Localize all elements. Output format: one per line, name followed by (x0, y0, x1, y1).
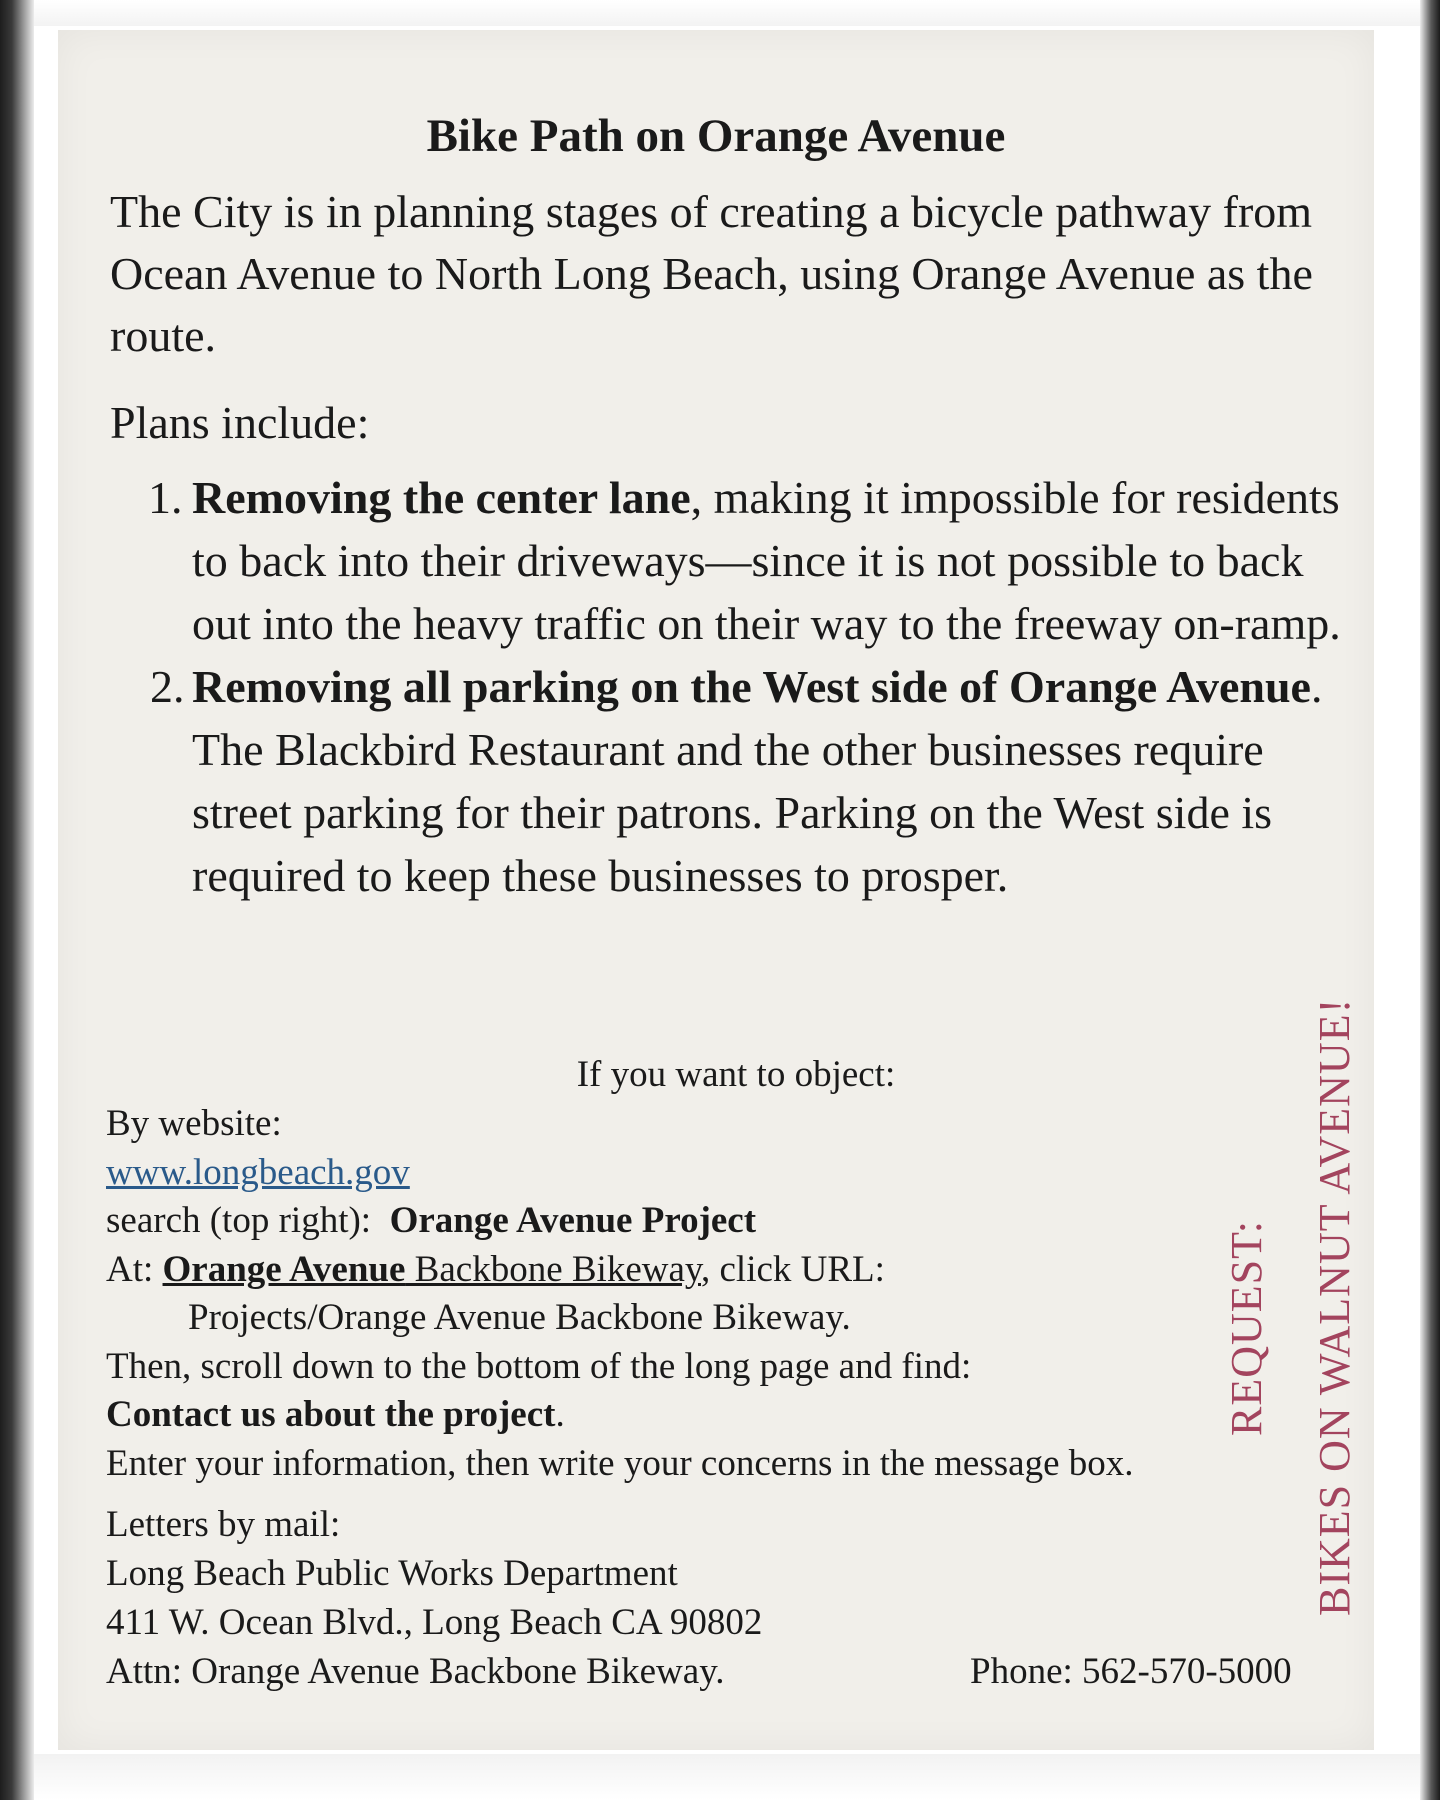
scan-edge-right (1420, 0, 1440, 1800)
stamp-request: REQUEST: (1222, 1219, 1271, 1436)
phone-number: Phone: 562-570-5000 (970, 1651, 1292, 1692)
bikeway-link[interactable] (163, 1249, 701, 1290)
at-line (106, 1246, 1306, 1295)
plan-number: 2. (150, 661, 185, 712)
bikeway-link-rest: Backbone Bikeway (405, 1248, 701, 1290)
at-label: At: (106, 1248, 154, 1290)
scan-edge-left (0, 0, 34, 1800)
flyer-title: Bike Path on Orange Avenue (426, 110, 1006, 162)
contact-us-label: Contact us about the project (106, 1394, 556, 1435)
intro-paragraph: The City is in planning stages of creating a bicycle pathway from Ocean Avenue to North Long Beach, using Orange Avenue as the route. (110, 186, 1313, 361)
plans-heading: Plans include: (110, 397, 370, 448)
website-link[interactable]: www.longbeach.gov (106, 1151, 410, 1193)
mail-department: Long Beach Public Works Department (106, 1553, 678, 1594)
mail-instructions (106, 1500, 1006, 1696)
contact-line (106, 1391, 1306, 1440)
enter-info-instruction: Enter your information, then write your concerns in the message box. (106, 1442, 1134, 1484)
search-line (106, 1197, 1306, 1246)
url-path: Projects/Orange Avenue Backbone Bikeway. (188, 1297, 851, 1338)
search-label: search (top right): (106, 1200, 372, 1241)
mail-address: 411 W. Ocean Blvd., Long Beach CA 90802 (106, 1602, 763, 1643)
stamp-bikes-on-walnut: BIKES ON WALNUT AVENUE! (1310, 997, 1359, 1616)
plan-number: 1. (148, 472, 183, 523)
click-url-text: , click URL: (701, 1248, 885, 1290)
plan-title: Removing all parking on the West side of Orange Avenue (192, 661, 1311, 712)
mail-attn: Attn: Orange Avenue Backbone Bikeway. (106, 1651, 725, 1692)
scroll-instruction: Then, scroll down to the bottom of the long page and find: (106, 1345, 972, 1387)
scan-edge-bottom (0, 1754, 1440, 1800)
plan-description: , making it impossible for residents to back into their driveways—since it is not possible to back out into the heavy traffic on their way to the freeway on-ramp. (192, 472, 1341, 649)
plan-item-2 (148, 655, 1368, 907)
plan-description: . The Blackbird Restaurant and the other businesses require street parking for their patrons. Parking on the West side is required to keep these businesses to prosper. (192, 661, 1323, 901)
object-heading: If you want to object: (576, 1054, 896, 1095)
search-term: Orange Avenue Project (389, 1200, 757, 1241)
contact-period: . (555, 1394, 565, 1435)
plan-title: Removing the center lane (192, 472, 691, 523)
scan-edge-top (0, 0, 1440, 26)
bikeway-link-bold: Orange Avenue (162, 1248, 406, 1290)
mail-label: Letters by mail: (106, 1504, 341, 1545)
website-label: By website: (106, 1103, 282, 1144)
website-instructions (106, 1100, 1306, 1488)
plan-item-1 (148, 466, 1368, 655)
plans-list (148, 466, 1368, 907)
